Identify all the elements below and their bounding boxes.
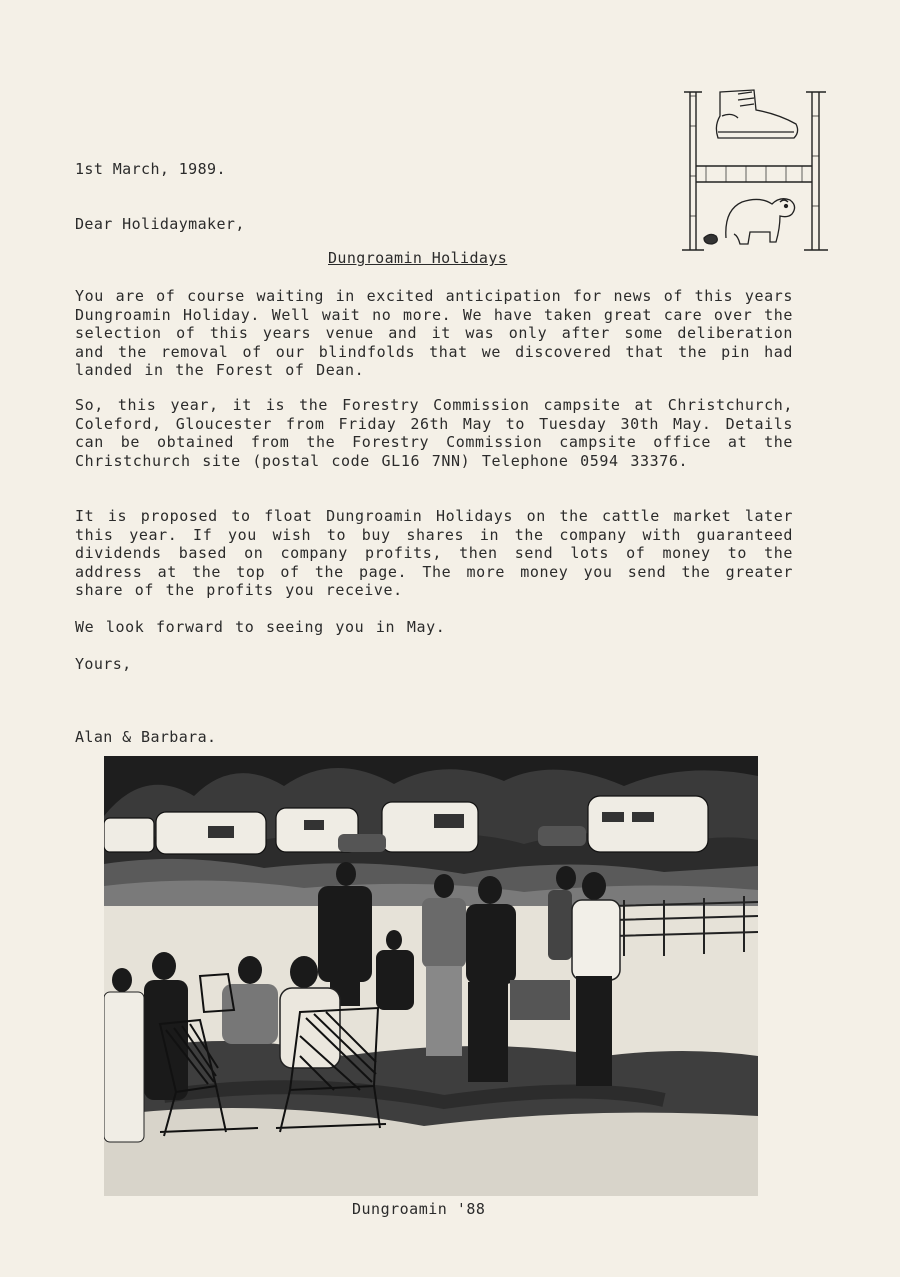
dungroamin-logo bbox=[676, 86, 828, 256]
paragraph-shares-joke: It is proposed to float Dungroamin Holidays on the cattle market later this year. If you wish to buy shares in the company with guaranteed dividends based on company profits, then send lots of money to the address at the top of the page. The more money you send the greater share of the profits you receive. bbox=[75, 507, 793, 599]
signature: Alan & Barbara. bbox=[75, 728, 217, 746]
paragraph-campsite-details: So, this year, it is the Forestry Commission campsite at Christchurch, Coleford, Gloucester from Friday 26th May to Tuesday 30th May. Details can be obtained from the Forestry Commission campsite office at the Christchurch site (postal code GL16 7NN) Telephone 0594 33376. bbox=[75, 396, 793, 470]
boot-icon bbox=[716, 90, 797, 138]
paragraph-look-forward: We look forward to seeing you in May. bbox=[75, 618, 446, 636]
paragraph-venue-announcement: You are of course waiting in excited anticipation for news of this years Dungroamin Holiday. Well wait no more. We have taken great care over the selection of this years venue and it was only after some deliberation and the removal of our blindfolds that we discovered that the pin had landed in the Forest of Dean. bbox=[75, 287, 793, 379]
letter-title: Dungroamin Holidays bbox=[328, 249, 508, 267]
dog-icon bbox=[704, 199, 795, 244]
campsite-group-photo bbox=[104, 756, 758, 1196]
salutation: Dear Holidaymaker, bbox=[75, 215, 245, 233]
closing: Yours, bbox=[75, 655, 132, 673]
letter-date: 1st March, 1989. bbox=[75, 160, 226, 178]
photo-caption: Dungroamin '88 bbox=[352, 1200, 486, 1218]
